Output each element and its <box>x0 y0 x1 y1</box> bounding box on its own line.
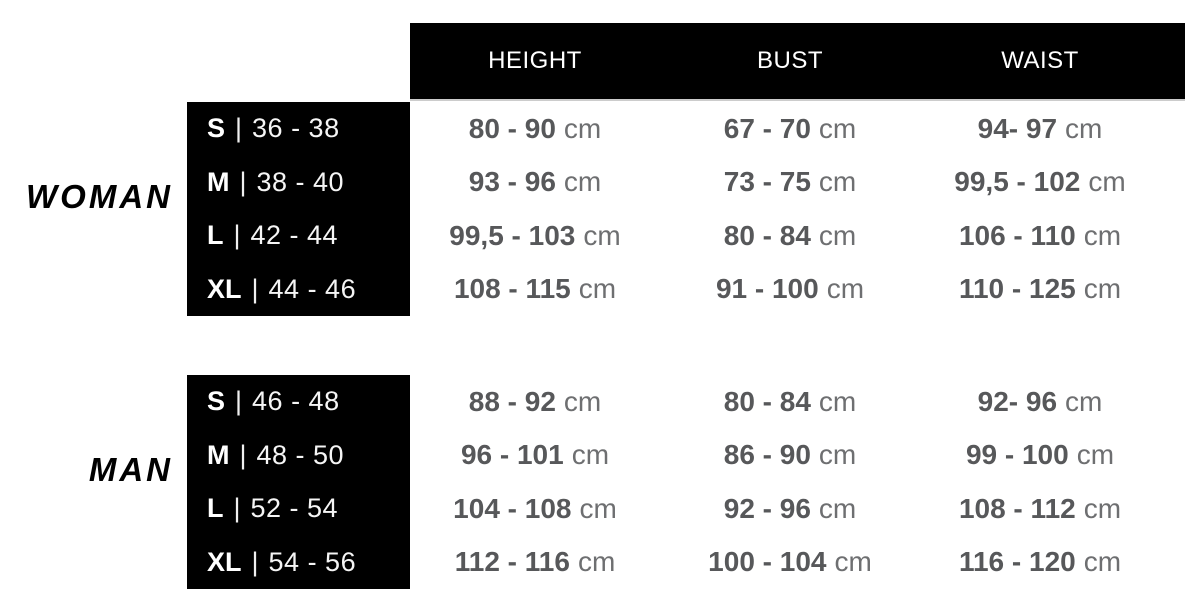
height-value <box>410 102 660 156</box>
unit-label: cm <box>826 273 865 305</box>
unit-label: cm <box>818 112 857 144</box>
value-range: 86 - 90 <box>723 439 811 471</box>
bust-value <box>660 156 920 210</box>
size-separator: | <box>235 113 243 144</box>
unit-label: cm <box>1083 546 1122 578</box>
unit-label: cm <box>818 385 857 417</box>
unit-label: cm <box>563 166 602 198</box>
size-separator: | <box>235 386 243 417</box>
unit-label: cm <box>1065 112 1103 144</box>
size-range: 44 - 46 <box>268 273 357 304</box>
size-range: 42 - 44 <box>250 220 339 251</box>
bust-value <box>660 375 920 429</box>
value-range: 88 - 92 <box>468 385 556 417</box>
size-letter: XL <box>207 546 242 577</box>
size-cell <box>187 102 410 156</box>
size-separator: | <box>239 166 247 197</box>
size-cell <box>187 429 410 483</box>
value-range: 116 - 120 <box>958 546 1076 578</box>
size-letter: M <box>207 439 230 470</box>
value-range: 96 - 101 <box>460 439 564 471</box>
unit-label: cm <box>579 492 617 524</box>
height-value <box>410 429 660 483</box>
value-range: 92- 96 <box>977 385 1058 417</box>
size-letter: XL <box>207 273 242 304</box>
value-range: 112 - 116 <box>454 546 570 578</box>
size-letter: M <box>207 166 230 197</box>
size-cell <box>187 375 410 429</box>
table-header <box>0 23 1185 101</box>
value-range: 99 - 100 <box>965 439 1069 471</box>
height-value <box>410 209 660 263</box>
waist-value <box>920 102 1185 156</box>
height-value <box>410 263 660 317</box>
unit-label: cm <box>578 273 617 305</box>
size-separator: | <box>251 546 259 577</box>
value-range: 91 - 100 <box>715 273 819 305</box>
waist-value <box>920 375 1185 429</box>
value-range: 99,5 - 103 <box>449 219 576 251</box>
unit-label: cm <box>577 546 616 578</box>
height-value <box>410 482 660 536</box>
value-range: 93 - 96 <box>468 166 556 198</box>
group-label-cell <box>0 102 187 316</box>
waist-value <box>920 209 1185 263</box>
bust-value <box>660 209 920 263</box>
group-label-man: MAN <box>88 451 173 488</box>
height-value <box>410 536 660 590</box>
group-label-cell <box>0 375 187 589</box>
size-separator: | <box>239 439 247 470</box>
unit-label: cm <box>1076 439 1115 471</box>
waist-value <box>920 429 1185 483</box>
column-header-height: HEIGHT <box>410 23 660 101</box>
value-range: 80 - 84 <box>723 385 811 417</box>
unit-label: cm <box>1088 166 1126 198</box>
height-value <box>410 375 660 429</box>
value-range: 99,5 - 102 <box>954 166 1081 198</box>
waist-value <box>920 263 1185 317</box>
size-range: 36 - 38 <box>252 113 340 144</box>
column-header-bust: BUST <box>660 23 920 101</box>
bust-value <box>660 429 920 483</box>
bust-value <box>660 102 920 156</box>
size-cell <box>187 156 410 210</box>
unit-label: cm <box>818 439 857 471</box>
value-range: 104 - 108 <box>453 492 572 524</box>
unit-label: cm <box>563 112 602 144</box>
height-value <box>410 156 660 210</box>
value-range: 67 - 70 <box>723 112 811 144</box>
unit-label: cm <box>1083 273 1122 305</box>
woman-section <box>0 102 1185 316</box>
value-range: 110 - 125 <box>958 273 1076 305</box>
waist-value <box>920 482 1185 536</box>
unit-label: cm <box>834 546 872 578</box>
bust-value <box>660 536 920 590</box>
group-label-woman: WOMAN <box>26 178 173 215</box>
value-range: 80 - 90 <box>468 112 556 144</box>
size-letter: S <box>207 386 226 417</box>
size-separator: | <box>251 273 259 304</box>
column-header-waist: WAIST <box>920 23 1185 101</box>
bust-value <box>660 482 920 536</box>
unit-label: cm <box>1065 385 1103 417</box>
size-range: 52 - 54 <box>250 493 339 524</box>
value-range: 92 - 96 <box>723 492 811 524</box>
size-separator: | <box>233 493 241 524</box>
value-range: 100 - 104 <box>708 546 827 578</box>
size-range: 54 - 56 <box>268 546 357 577</box>
size-separator: | <box>233 220 241 251</box>
unit-label: cm <box>563 385 602 417</box>
size-cell <box>187 482 410 536</box>
size-letter: S <box>207 113 226 144</box>
unit-label: cm <box>818 219 857 251</box>
size-letter: L <box>207 493 224 524</box>
size-cell <box>187 209 410 263</box>
value-range: 94- 97 <box>977 112 1058 144</box>
man-section <box>0 375 1185 589</box>
value-range: 80 - 84 <box>723 219 811 251</box>
size-range: 38 - 40 <box>256 166 345 197</box>
unit-label: cm <box>818 492 857 524</box>
unit-label: cm <box>583 219 621 251</box>
unit-label: cm <box>571 439 610 471</box>
size-range: 48 - 50 <box>256 439 345 470</box>
size-range: 46 - 48 <box>252 386 340 417</box>
unit-label: cm <box>1083 219 1122 251</box>
waist-value <box>920 156 1185 210</box>
waist-value <box>920 536 1185 590</box>
unit-label: cm <box>1083 492 1122 524</box>
value-range: 73 - 75 <box>723 166 811 198</box>
size-cell <box>187 536 410 590</box>
size-letter: L <box>207 220 224 251</box>
value-range: 108 - 115 <box>453 273 571 305</box>
size-cell <box>187 263 410 317</box>
value-range: 108 - 112 <box>958 492 1076 524</box>
unit-label: cm <box>818 166 857 198</box>
value-range: 106 - 110 <box>958 219 1076 251</box>
bust-value <box>660 263 920 317</box>
